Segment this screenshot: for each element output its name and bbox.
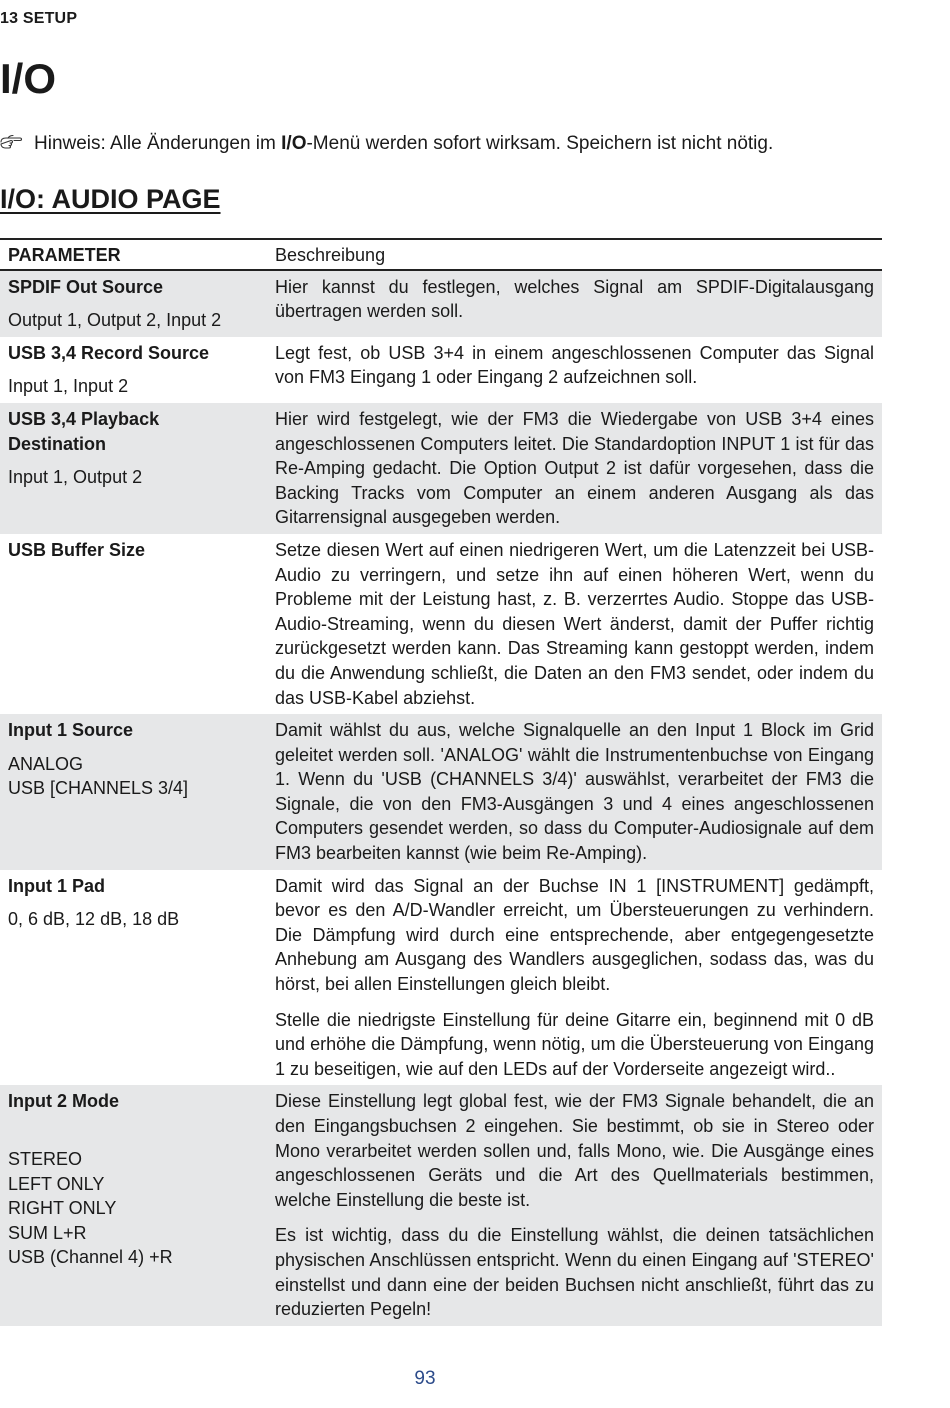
col-header-parameter: PARAMETER	[0, 239, 267, 270]
parameter-name: USB Buffer Size	[8, 539, 146, 560]
description-paragraph: Es ist wichtig, dass du die Einstellung wählst, die deinen tatsächlichen physischen Anschlüssen entspricht. Wenn du einen Eingang auf 'STEREO' einstellst und dann eine der beiden Buchsen nicht anschließt, führt das zu reduzierten Pegeln!	[275, 1225, 874, 1320]
table-row	[0, 403, 882, 534]
parameter-table	[0, 238, 882, 1326]
pointing-hand-icon	[0, 133, 34, 155]
note	[0, 133, 773, 155]
table-row	[0, 534, 882, 714]
table-row	[0, 870, 882, 1086]
note-bold: I/O	[281, 133, 307, 154]
description-cell	[267, 1085, 882, 1325]
description-cell	[267, 337, 882, 403]
page-title: I/O	[0, 55, 57, 102]
parameter-cell	[0, 337, 267, 403]
parameter-name: USB 3,4 Record Source	[8, 342, 210, 363]
description-paragraph: Diese Einstellung legt global fest, wie der FM3 Signale behandelt, die an den Eingangsbuchsen 2 eingehen. Sie bestimmt, ob sie in Stereo oder Mono verarbeitet werden sollen und, falls Mono, wie. Die Ausgänge eines angeschlossenen Geräts und die Art des Quellmaterials bestimmen, welche Einstellung die beste ist.	[275, 1091, 874, 1210]
description-paragraph: Hier wird festgelegt, wie der FM3 die Wiedergabe von USB 3+4 eines angeschlossenen Computers leitet. Die Standardoption INPUT 1 ist für das Re-Amping gedacht. Die Option Output 2 ist dafür vorgesehen, dass die Backing Tracks vom Computer an einem anderen Ausgang als das Gitarrensignal ausgegeben werden.	[275, 408, 874, 528]
parameter-cell	[0, 714, 267, 870]
parameter-name: Input 1 Source	[8, 720, 134, 741]
description-paragraph: Setze diesen Wert auf einen niedrigeren Wert, um die Latenzzeit bei USB-Audio zu verringern, und setze ihn auf einen höheren Wert, wenn du Probleme mit der Leistung hast, z. B. verzerrtes Audio. Stoppe das USB-Audio-Streaming, wenn du diesen Wert änderst, damit der Puffer richtig zurückgesetzt werden kann. Das Streaming kann gestoppt werden, indem du die Anwendung schließt, die Daten an den FM3 sendet, oder indem du das USB-Kabel abziehst.	[275, 539, 874, 708]
table-row	[0, 337, 882, 403]
parameter-name: SPDIF Out Source	[8, 276, 164, 297]
parameter-values: Input 1, Input 2	[8, 376, 129, 397]
parameter-values: Input 1, Output 2	[8, 467, 143, 488]
description-paragraph: Hier kannst du festlegen, welches Signal am SPDIF-Digitalausgang übertragen werden soll.	[275, 276, 874, 322]
description-paragraph: Stelle die niedrigste Einstellung für deine Gitarre ein, beginnend mit 0 dB und erhöhe die Dämpfung, wenn nötig, um die Übersteuerung von Eingang 1 zu beseitigen, wie auf den LEDs auf der Vorderseite angezeigt wird..	[275, 1009, 874, 1079]
table-header-row	[0, 239, 882, 270]
description-cell	[267, 403, 882, 534]
section-subtitle: I/O: AUDIO PAGE	[0, 184, 221, 214]
table-row	[0, 270, 882, 337]
parameter-name: USB 3,4 Playback Destination	[8, 408, 160, 454]
description-cell	[267, 270, 882, 337]
table-row	[0, 1085, 882, 1325]
col-header-description: Beschreibung	[267, 239, 882, 270]
parameter-cell	[0, 870, 267, 1086]
parameter-values: ANALOG USB [CHANNELS 3/4]	[8, 753, 189, 799]
parameter-values: STEREO LEFT ONLY RIGHT ONLY SUM L+R USB (Channel 4) +R	[8, 1149, 173, 1268]
parameter-cell	[0, 1085, 267, 1325]
description-paragraph: Legt fest, ob USB 3+4 in einem angeschlossenen Computer das Signal von FM3 Eingang 1 oder Eingang 2 aufzeichnen soll.	[275, 342, 874, 388]
description-cell	[267, 534, 882, 714]
parameter-values: Output 1, Output 2, Input 2	[8, 310, 222, 331]
table-row	[0, 714, 882, 870]
parameter-cell	[0, 270, 267, 337]
parameter-name: Input 2 Mode	[8, 1091, 119, 1112]
section-label: 13 SETUP	[0, 10, 78, 27]
description-paragraph: Damit wird das Signal an der Buchse IN 1 [INSTRUMENT] gedämpft, bevor es den A/D-Wandler erreicht, um Übersteuerungen zu verhindern. Die Dämpfung wird durch eine entsprechende, aber entgegengesetzte Anhebung am Ausgang des Wandlers ausgeglichen, sodass das, was du hörst, bei allen Einstellungen gleich bleibt.	[275, 875, 874, 995]
description-cell	[267, 714, 882, 870]
description-cell	[267, 870, 882, 1086]
parameter-cell	[0, 403, 267, 534]
parameter-values: 0, 6 dB, 12 dB, 18 dB	[8, 909, 180, 930]
table-body	[0, 270, 882, 1326]
description-paragraph: Damit wählst du aus, welche Signalquelle an den Input 1 Block im Grid geleitet werden soll. 'ANALOG' wählt die Instrumentenbuchse von Eingang 1. Wenn du 'USB (CHANNELS 3/4)' auswählst, verarbeitet der FM3 die Signale, die von den FM3-Ausgängen 3 und 4 eines angeschlossenen Computers gesendet werden, so dass du Computer-Audiosignale auf dem FM3 bearbeiten kannst (wie beim Re-Amping).	[275, 720, 874, 864]
parameter-name: Input 1 Pad	[8, 875, 106, 896]
parameter-cell	[0, 534, 267, 714]
note-text: Hinweis: Alle Änderungen im I/O-Menü werden sofort wirksam. Speichern ist nicht nötig.	[34, 133, 774, 154]
page-number[interactable]: 93	[414, 1368, 436, 1389]
